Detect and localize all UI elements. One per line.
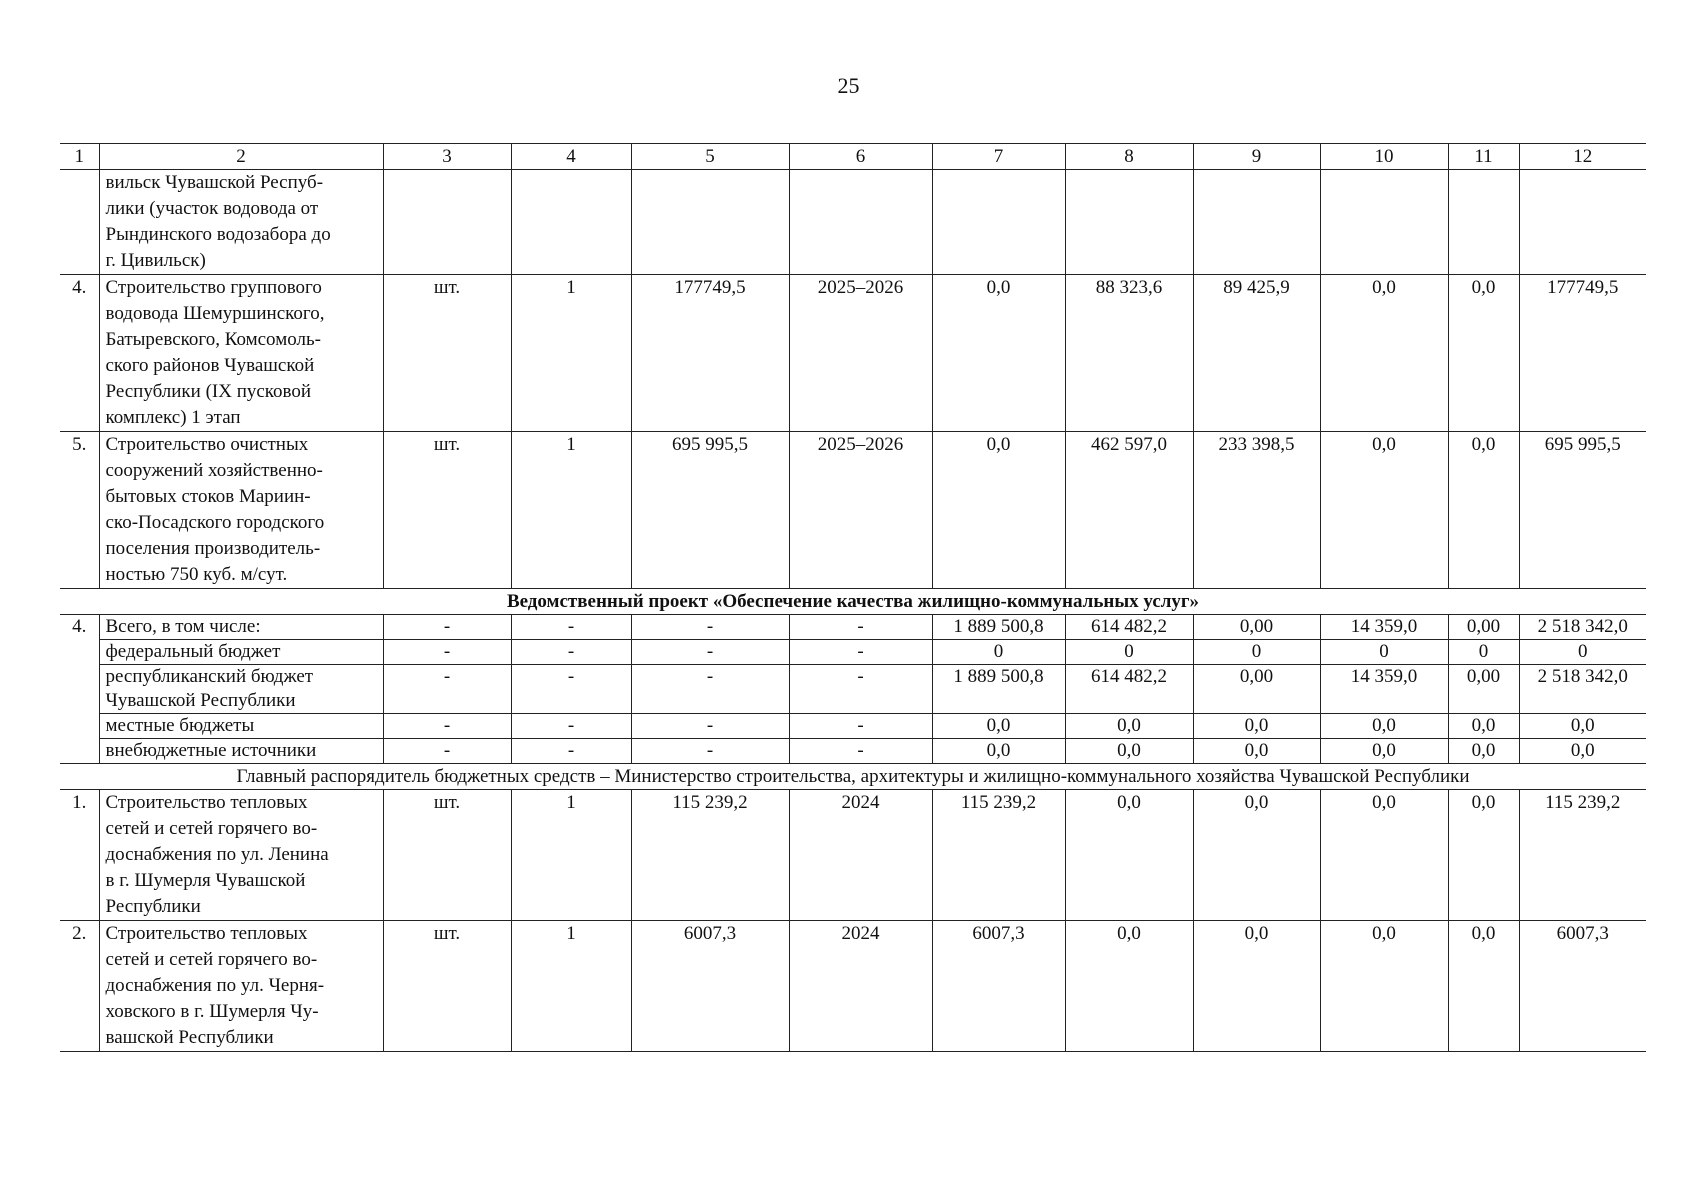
- value-c11: 0,0: [1448, 921, 1519, 1052]
- row-number: [60, 170, 99, 275]
- text-line: ховского в г. Шумерля Чу-: [105, 1001, 319, 1022]
- text-line: доснабжения по ул. Черня-: [105, 975, 325, 996]
- period-cell: 2025–2026: [789, 432, 932, 589]
- budget-source-label: [99, 665, 383, 714]
- value-c9: 0,0: [1193, 921, 1320, 1052]
- text-line: комплекс) 1 этап: [105, 407, 241, 428]
- value-c4: -: [511, 640, 631, 665]
- value-c4: -: [511, 665, 631, 714]
- value-c7: 0,0: [932, 275, 1065, 432]
- text-line: Строительство тепловых: [105, 923, 308, 944]
- quantity-cell: 1: [511, 275, 631, 432]
- table-row: [60, 432, 1646, 589]
- value-c4: -: [511, 615, 631, 640]
- value-c5: -: [631, 714, 789, 739]
- text-line: федеральный бюджет: [105, 641, 281, 662]
- text-line: Всего, в том числе:: [105, 616, 261, 637]
- grbs-row: [60, 764, 1646, 790]
- value-c7: 0,0: [932, 432, 1065, 589]
- value-c11: 0: [1448, 640, 1519, 665]
- value-c11: 0,0: [1448, 275, 1519, 432]
- value-c6: -: [789, 615, 932, 640]
- column-number-12: 12: [1519, 144, 1646, 170]
- text-line: сооружений хозяйственно-: [105, 460, 323, 481]
- value-c11: 0,0: [1448, 790, 1519, 921]
- value-c4: -: [511, 714, 631, 739]
- value-c9: 0,0: [1193, 739, 1320, 764]
- program-table: [60, 143, 1646, 1052]
- cost-cell: 115 239,2: [631, 790, 789, 921]
- text-line: г. Цивильск): [105, 250, 206, 271]
- value-c4: -: [511, 739, 631, 764]
- budget-source-label: [99, 615, 383, 640]
- column-number-6: 6: [789, 144, 932, 170]
- quantity-cell: 1: [511, 790, 631, 921]
- value-c3: -: [383, 714, 511, 739]
- value-c8: 0,0: [1065, 921, 1193, 1052]
- text-line: в г. Шумерля Чувашской: [105, 870, 306, 891]
- value-c12: 115 239,2: [1519, 790, 1646, 921]
- value-c8: 0,0: [1065, 790, 1193, 921]
- value-c12: 2 518 342,0: [1519, 615, 1646, 640]
- value-c5: -: [631, 640, 789, 665]
- text-line: доснабжения по ул. Ленина: [105, 844, 329, 865]
- cell-col-10: [1320, 170, 1448, 275]
- value-c7: 1 889 500,8: [932, 665, 1065, 714]
- cell-col-6: [789, 170, 932, 275]
- value-c7: 6007,3: [932, 921, 1065, 1052]
- value-c5: -: [631, 665, 789, 714]
- text-line: бытовых стоков Мариин-: [105, 486, 311, 507]
- row-number: 5.: [60, 432, 99, 589]
- value-c11: 0,0: [1448, 714, 1519, 739]
- value-c7: 0,0: [932, 714, 1065, 739]
- value-c7: 1 889 500,8: [932, 615, 1065, 640]
- cost-cell: 177749,5: [631, 275, 789, 432]
- text-line: вильск Чувашской Респуб-: [105, 172, 324, 193]
- value-c10: 0,0: [1320, 714, 1448, 739]
- text-line: вашской Республики: [105, 1027, 274, 1048]
- table-row: [60, 170, 1646, 275]
- period-cell: 2024: [789, 921, 932, 1052]
- text-line: Батыревского, Комсомоль-: [105, 329, 321, 350]
- text-line: внебюджетные источники: [105, 740, 317, 761]
- column-number-4: 4: [511, 144, 631, 170]
- value-c6: -: [789, 665, 932, 714]
- value-c8: 614 482,2: [1065, 615, 1193, 640]
- object-name: [99, 170, 383, 275]
- value-c12: 6007,3: [1519, 921, 1646, 1052]
- text-line: Строительство очистных: [105, 434, 309, 455]
- page-number: 25: [837, 73, 860, 98]
- text-line: Рындинского водозабора до: [105, 224, 331, 245]
- value-c10: 0,0: [1320, 275, 1448, 432]
- text-line: местные бюджеты: [105, 715, 255, 736]
- value-c8: 88 323,6: [1065, 275, 1193, 432]
- row-number: 4.: [60, 615, 99, 764]
- budget-source-label: [99, 714, 383, 739]
- text-line: сетей и сетей горячего во-: [105, 949, 318, 970]
- text-line: Строительство тепловых: [105, 792, 308, 813]
- object-name: [99, 790, 383, 921]
- value-c6: -: [789, 739, 932, 764]
- unit-cell: шт.: [383, 275, 511, 432]
- object-name: [99, 921, 383, 1052]
- text-line: Республики: [105, 896, 201, 917]
- value-c8: 0,0: [1065, 714, 1193, 739]
- column-number-3: 3: [383, 144, 511, 170]
- value-c11: 0,0: [1448, 432, 1519, 589]
- column-number-10: 10: [1320, 144, 1448, 170]
- value-c12: 695 995,5: [1519, 432, 1646, 589]
- cell-col-9: [1193, 170, 1320, 275]
- value-c7: 0: [932, 640, 1065, 665]
- value-c12: 177749,5: [1519, 275, 1646, 432]
- budget-source-label: [99, 739, 383, 764]
- cost-cell: 695 995,5: [631, 432, 789, 589]
- budget-row: [60, 739, 1646, 764]
- object-name: [99, 432, 383, 589]
- text-line: ностью 750 куб. м/сут.: [105, 564, 288, 585]
- column-number-9: 9: [1193, 144, 1320, 170]
- budget-source-label: [99, 640, 383, 665]
- row-number: 1.: [60, 790, 99, 921]
- value-c12: 0: [1519, 640, 1646, 665]
- value-c10: 14 359,0: [1320, 615, 1448, 640]
- quantity-cell: 1: [511, 432, 631, 589]
- value-c8: 0,0: [1065, 739, 1193, 764]
- text-line: ско-Посадского городского: [105, 512, 325, 533]
- table-body: [60, 144, 1646, 1052]
- value-c8: 0: [1065, 640, 1193, 665]
- value-c10: 0,0: [1320, 432, 1448, 589]
- value-c9: 0,00: [1193, 665, 1320, 714]
- value-c7: 0,0: [932, 739, 1065, 764]
- unit-cell: шт.: [383, 432, 511, 589]
- row-number: 4.: [60, 275, 99, 432]
- column-number-2: 2: [99, 144, 383, 170]
- value-c5: -: [631, 739, 789, 764]
- cell-col-7: [932, 170, 1065, 275]
- column-number-5: 5: [631, 144, 789, 170]
- text-line: республиканский бюджет: [105, 666, 314, 687]
- table-row: [60, 790, 1646, 921]
- value-c9: 233 398,5: [1193, 432, 1320, 589]
- text-line: Чувашской Республики: [105, 690, 296, 711]
- value-c9: 0,00: [1193, 615, 1320, 640]
- unit-cell: шт.: [383, 921, 511, 1052]
- section-title: Ведомственный проект «Обеспечение качества жилищно-коммунальных услуг»: [60, 589, 1646, 615]
- value-c3: -: [383, 665, 511, 714]
- text-line: поселения производитель-: [105, 538, 321, 559]
- budget-row: [60, 615, 1646, 640]
- column-number-7: 7: [932, 144, 1065, 170]
- value-c6: -: [789, 714, 932, 739]
- value-c6: -: [789, 640, 932, 665]
- value-c9: 89 425,9: [1193, 275, 1320, 432]
- column-number-11: 11: [1448, 144, 1519, 170]
- table-row: [60, 275, 1646, 432]
- value-c3: -: [383, 739, 511, 764]
- text-line: ского районов Чувашской: [105, 355, 315, 376]
- text-line: Республики (IX пусковой: [105, 381, 312, 402]
- value-c11: 0,00: [1448, 665, 1519, 714]
- value-c9: 0,0: [1193, 714, 1320, 739]
- value-c3: -: [383, 640, 511, 665]
- value-c11: 0,00: [1448, 615, 1519, 640]
- value-c11: 0,0: [1448, 739, 1519, 764]
- value-c8: 462 597,0: [1065, 432, 1193, 589]
- value-c12: 2 518 342,0: [1519, 665, 1646, 714]
- text-line: лики (участок водовода от: [105, 198, 319, 219]
- value-c9: 0,0: [1193, 790, 1320, 921]
- value-c12: 0,0: [1519, 739, 1646, 764]
- budget-row: [60, 665, 1646, 714]
- column-number-8: 8: [1065, 144, 1193, 170]
- section-row: [60, 589, 1646, 615]
- value-c10: 0: [1320, 640, 1448, 665]
- row-number: 2.: [60, 921, 99, 1052]
- budget-row: [60, 640, 1646, 665]
- text-line: Строительство группового: [105, 277, 322, 298]
- cell-col-4: [511, 170, 631, 275]
- value-c5: -: [631, 615, 789, 640]
- table-row: [60, 921, 1646, 1052]
- cell-col-5: [631, 170, 789, 275]
- value-c8: 614 482,2: [1065, 665, 1193, 714]
- cell-col-3: [383, 170, 511, 275]
- cost-cell: 6007,3: [631, 921, 789, 1052]
- period-cell: 2024: [789, 790, 932, 921]
- value-c10: 0,0: [1320, 921, 1448, 1052]
- cell-col-8: [1065, 170, 1193, 275]
- text-line: сетей и сетей горячего во-: [105, 818, 318, 839]
- column-numbers-row: [60, 144, 1646, 170]
- object-name: [99, 275, 383, 432]
- cell-col-11: [1448, 170, 1519, 275]
- grbs-title: Главный распорядитель бюджетных средств – Министерство строительства, архитектуры и жилищно-коммунального хозяйства Чувашской Республики: [60, 764, 1646, 790]
- budget-row: [60, 714, 1646, 739]
- period-cell: 2025–2026: [789, 275, 932, 432]
- value-c12: 0,0: [1519, 714, 1646, 739]
- column-number-1: 1: [60, 144, 99, 170]
- value-c7: 115 239,2: [932, 790, 1065, 921]
- quantity-cell: 1: [511, 921, 631, 1052]
- text-line: водовода Шемуршинского,: [105, 303, 325, 324]
- value-c3: -: [383, 615, 511, 640]
- value-c9: 0: [1193, 640, 1320, 665]
- cell-col-12: [1519, 170, 1646, 275]
- value-c10: 0,0: [1320, 790, 1448, 921]
- value-c10: 0,0: [1320, 739, 1448, 764]
- value-c10: 14 359,0: [1320, 665, 1448, 714]
- unit-cell: шт.: [383, 790, 511, 921]
